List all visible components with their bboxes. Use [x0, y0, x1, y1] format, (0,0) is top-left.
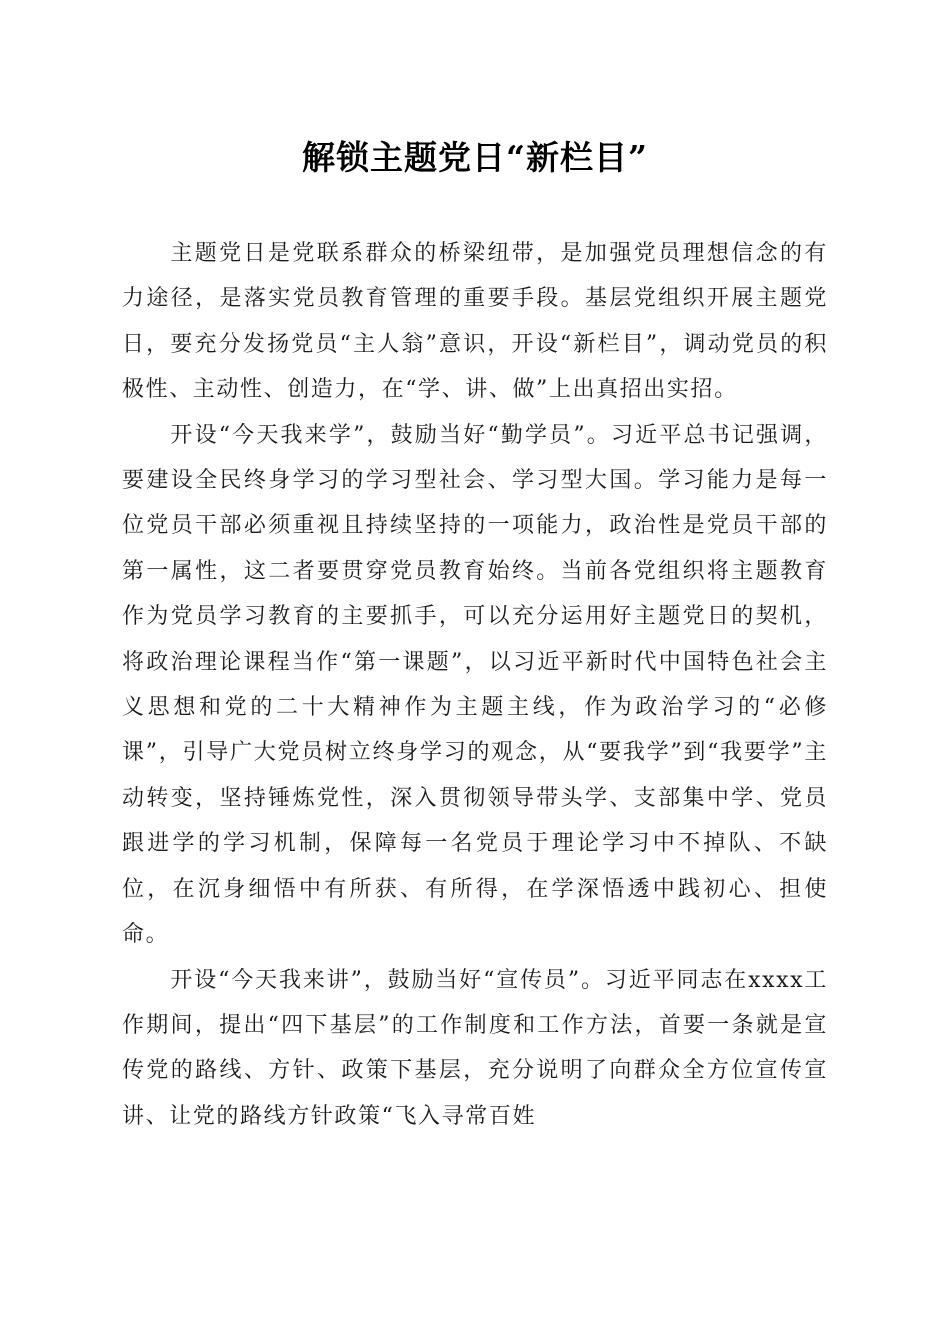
- document-body: [122, 231, 828, 1139]
- paragraph-learn: 开设“今天我来学”，鼓励当好“勤学员”。习近平总书记强调，要建设全民终身学习的学习型社会、学习型大国。学习能力是每一位党员干部必须重视且持续坚持的一项能力，政治性是党员干部的第一属性，这二者要贯穿党员教育始终。当前各党组织将主题教育作为党员学习教育的主要抓手，可以充分运用好主题党日的契机，将政治理论课程当作“第一课题”，以习近平新时代中国特色社会主义思想和党的二十大精神作为主题主线，作为政治学习的“必修课”，引导广大党员树立终身学习的观念，从“要我学”到“我要学”主动转变，坚持锤炼党性，深入贯彻领导带头学、支部集中学、党员跟进学的学习机制，保障每一名党员于理论学习中不掉队、不缺位，在沉身细悟中有所获、有所得，在学深悟透中践初心、担使命。: [122, 422, 828, 948]
- paragraph-speak: 开设“今天我来讲”，鼓励当好“宣传员”。习近平同志在xxxx工作期间，提出“四下基层”的工作制度和工作方法，首要一条就是宣传党的路线、方针、政策下基层，充分说明了向群众全方位宣传宣讲、让党的路线方针政策“飞入寻常百姓: [122, 967, 828, 1129]
- document-title: 解锁主题党日“新栏目”: [302, 138, 648, 177]
- paragraph-intro: 主题党日是党联系群众的桥梁纽带，是加强党员理想信念的有力途径，是落实党员教育管理的重要手段。基层党组织开展主题党日，要充分发扬党员“主人翁”意识，开设“新栏目”，调动党员的积极性、主动性、创造力，在“学、讲、做”上出真招出实招。: [122, 241, 828, 403]
